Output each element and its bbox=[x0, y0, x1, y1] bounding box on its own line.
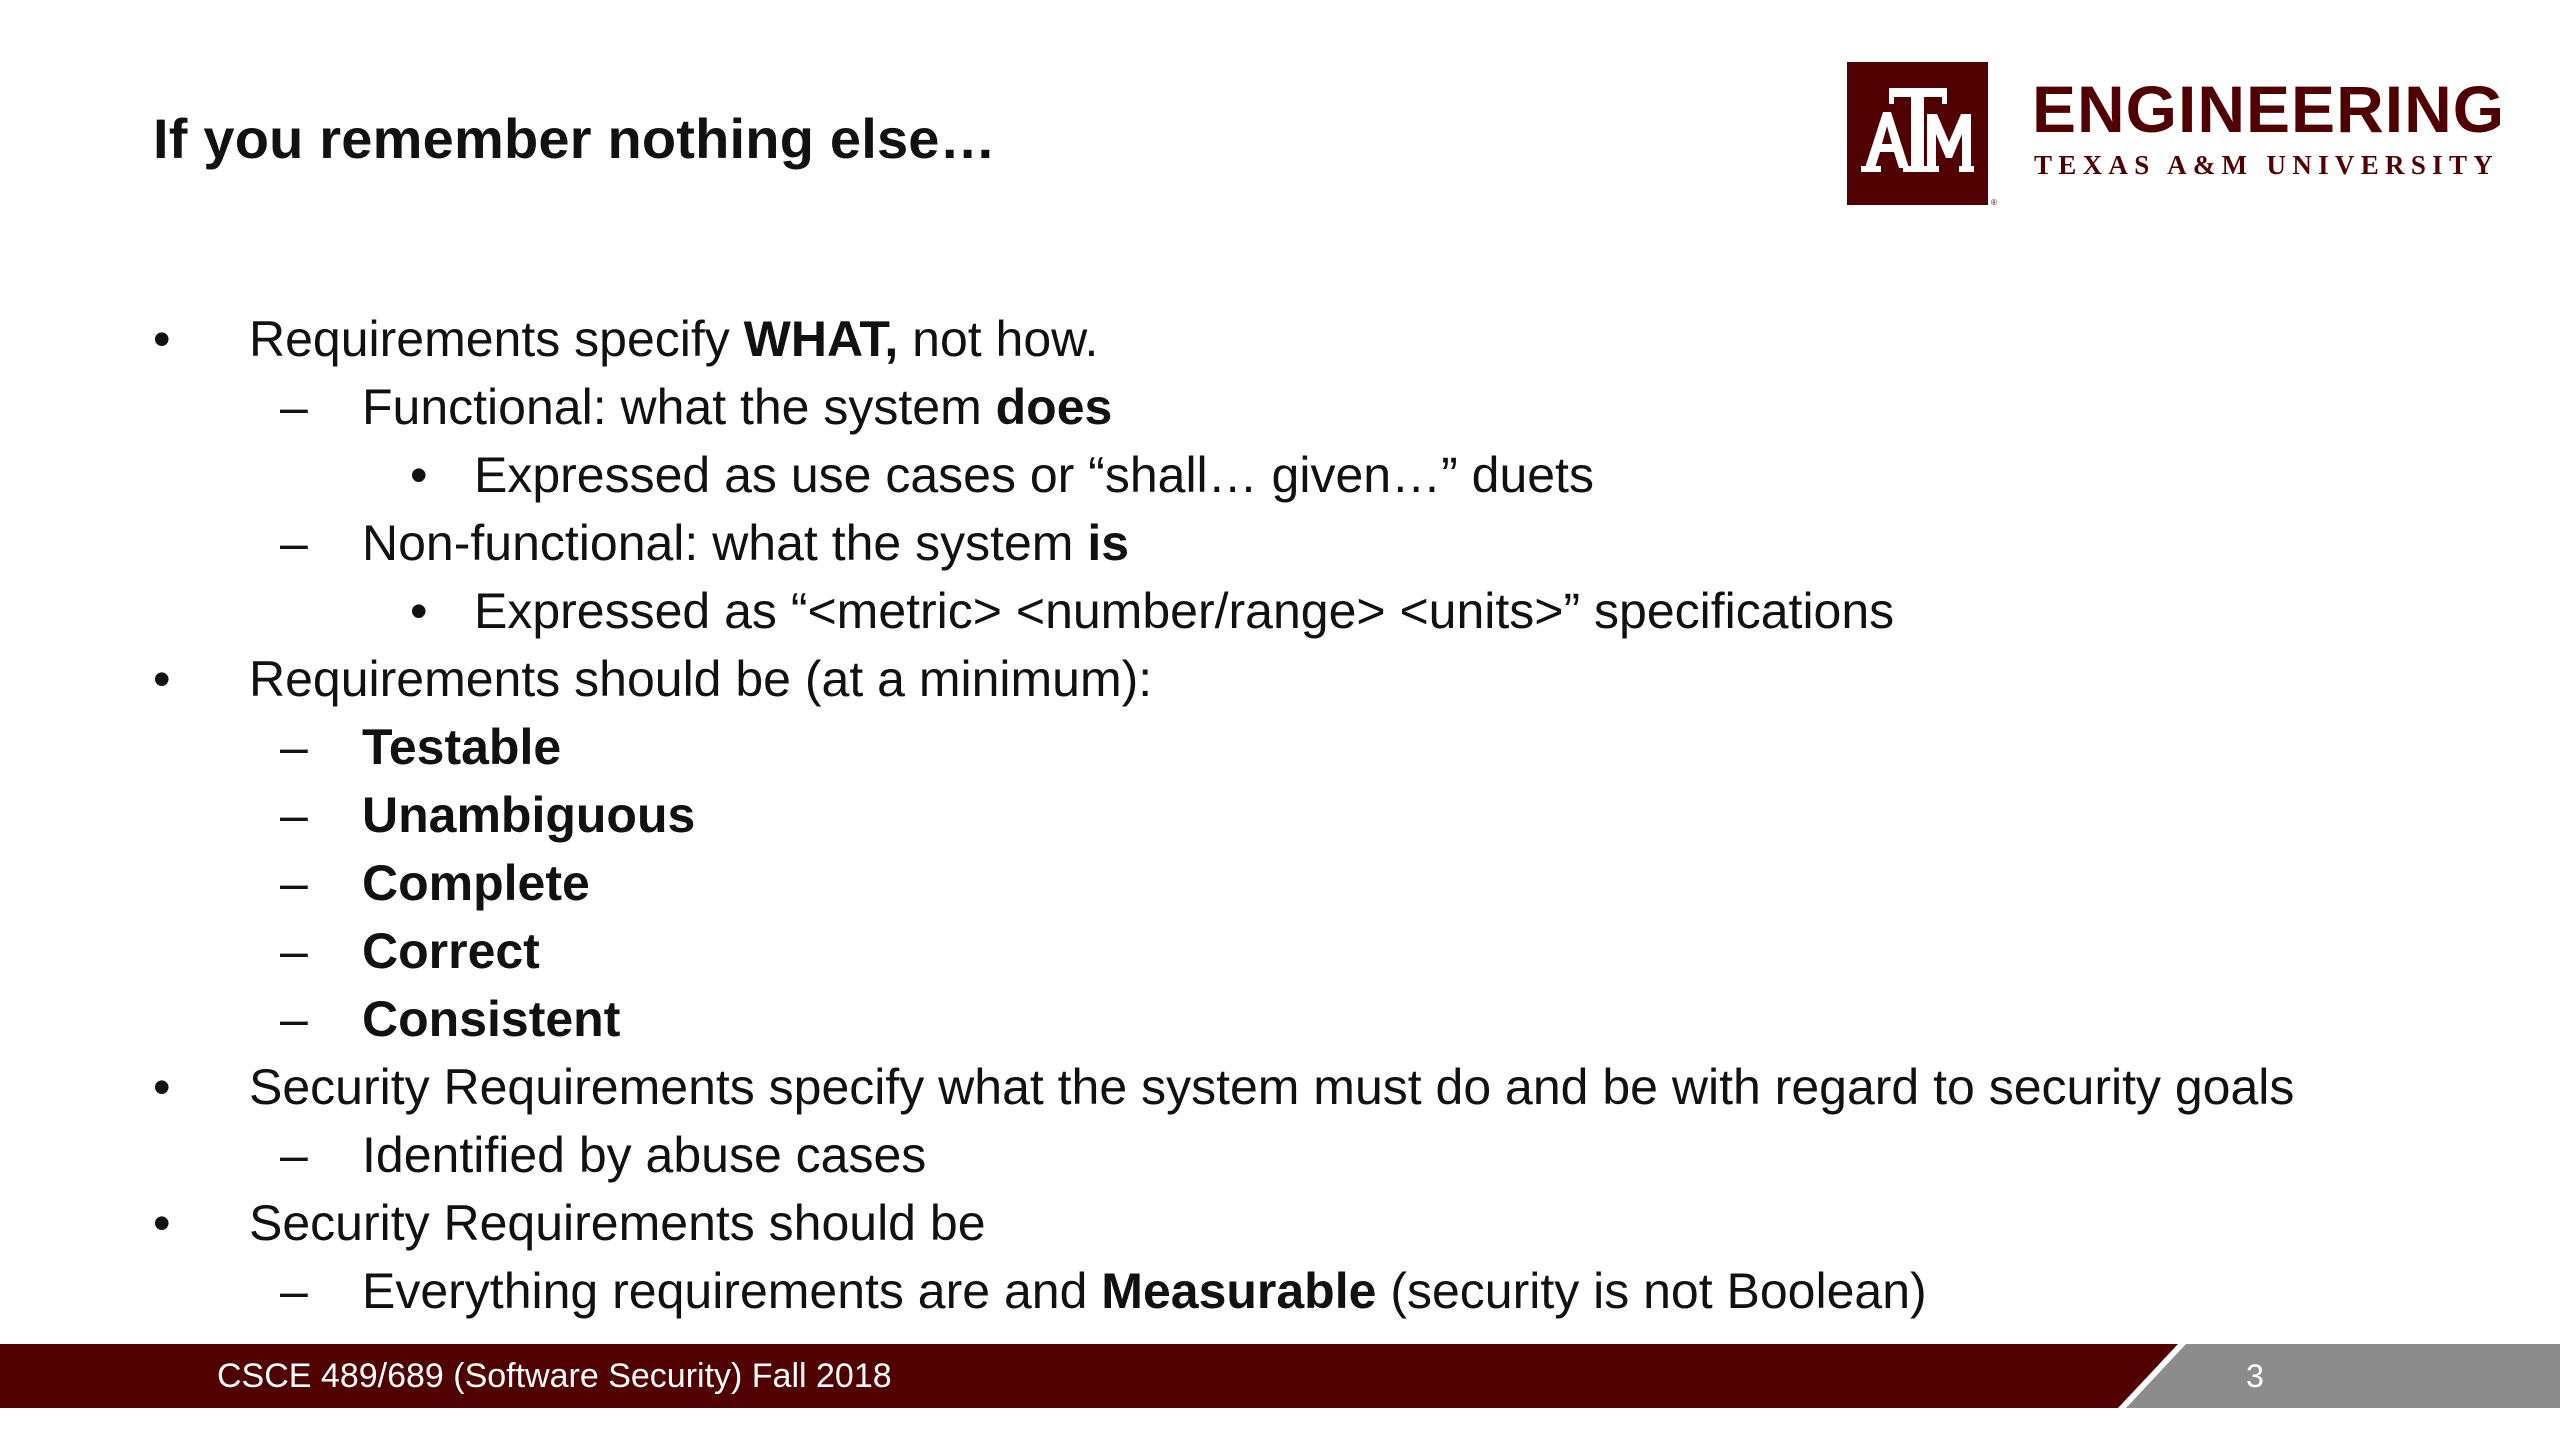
bullet-security-requirements-should-be bbox=[0, 1189, 2560, 1257]
bullet-non-functional-expressed bbox=[0, 577, 2560, 645]
bullet-text: Security Requirements should be bbox=[249, 1195, 986, 1251]
bullet-bold-text: Correct bbox=[362, 923, 540, 979]
bullet-text: not how. bbox=[898, 311, 1099, 367]
bullet-marker: • bbox=[410, 583, 428, 639]
bullet-measurable bbox=[0, 1257, 2560, 1325]
bullet-text: Functional: what the system bbox=[362, 379, 996, 435]
page-number: 3 bbox=[2246, 1358, 2264, 1394]
bullet-bold-text: Measurable bbox=[1101, 1263, 1377, 1319]
bullet-text: Identified by abuse cases bbox=[362, 1127, 927, 1183]
bullet-bold-text: Complete bbox=[362, 855, 590, 911]
bullet-marker: • bbox=[153, 651, 171, 707]
slide-footer bbox=[0, 1344, 2560, 1408]
bullet-abuse-cases bbox=[0, 1121, 2560, 1189]
bullet-text: (security is not Boolean) bbox=[1376, 1263, 1927, 1319]
logo-university-text: TEXAS A&M UNIVERSITY bbox=[2034, 150, 2500, 180]
dash-marker: – bbox=[280, 855, 308, 911]
bullet-text: Non-functional: what the system bbox=[362, 515, 1088, 571]
bullet-bold-text: does bbox=[995, 379, 1113, 435]
bullet-functional-expressed bbox=[0, 441, 2560, 509]
list-item bbox=[0, 781, 2560, 849]
bullet-marker: • bbox=[153, 1059, 171, 1115]
list-item bbox=[0, 985, 2560, 1053]
registered-mark: ® bbox=[1991, 198, 1997, 207]
bullet-marker: • bbox=[153, 311, 171, 367]
bullet-requirements-should-be bbox=[0, 645, 2560, 713]
list-item bbox=[0, 713, 2560, 781]
bullet-bold-text: Unambiguous bbox=[362, 787, 696, 843]
dash-marker: – bbox=[280, 787, 308, 843]
dash-marker: – bbox=[280, 1127, 308, 1183]
bullet-marker: • bbox=[410, 447, 428, 503]
bullet-text: Requirements should be (at a minimum): bbox=[249, 651, 1153, 707]
bullet-text: Expressed as use cases or “shall… given…” duets bbox=[474, 447, 1594, 503]
bullet-requirements-what bbox=[0, 305, 2560, 373]
bullet-marker: • bbox=[153, 1195, 171, 1251]
bullet-non-functional bbox=[0, 509, 2560, 577]
list-item bbox=[0, 917, 2560, 985]
dash-marker: – bbox=[280, 719, 308, 775]
bullet-text: Security Requirements specify what the system must do and be with regard to security goals bbox=[249, 1059, 2295, 1115]
dash-marker: – bbox=[280, 379, 308, 435]
logo-engineering-text: ENGINEERING bbox=[2032, 72, 2506, 146]
dash-marker: – bbox=[280, 1263, 308, 1319]
dash-marker: – bbox=[280, 991, 308, 1047]
bullet-functional bbox=[0, 373, 2560, 441]
dash-marker: – bbox=[280, 515, 308, 571]
bullet-security-requirements-specify bbox=[0, 1053, 2560, 1121]
dash-marker: – bbox=[280, 923, 308, 979]
bullet-bold-text: Testable bbox=[362, 719, 562, 775]
bullet-bold-text: is bbox=[1087, 515, 1130, 571]
bullet-bold-text: WHAT, bbox=[743, 311, 899, 367]
slide-title: If you remember nothing else… bbox=[153, 107, 996, 170]
bullet-text: Expressed as “<metric> <number/range> <units>” specifications bbox=[474, 583, 1895, 639]
bullet-text: Everything requirements are and bbox=[362, 1263, 1102, 1319]
bullet-bold-text: Consistent bbox=[362, 991, 621, 1047]
list-item bbox=[0, 849, 2560, 917]
footer-course-label: CSCE 489/689 (Software Security) Fall 2018 bbox=[217, 1357, 892, 1395]
bullet-text: Requirements specify bbox=[249, 311, 744, 367]
